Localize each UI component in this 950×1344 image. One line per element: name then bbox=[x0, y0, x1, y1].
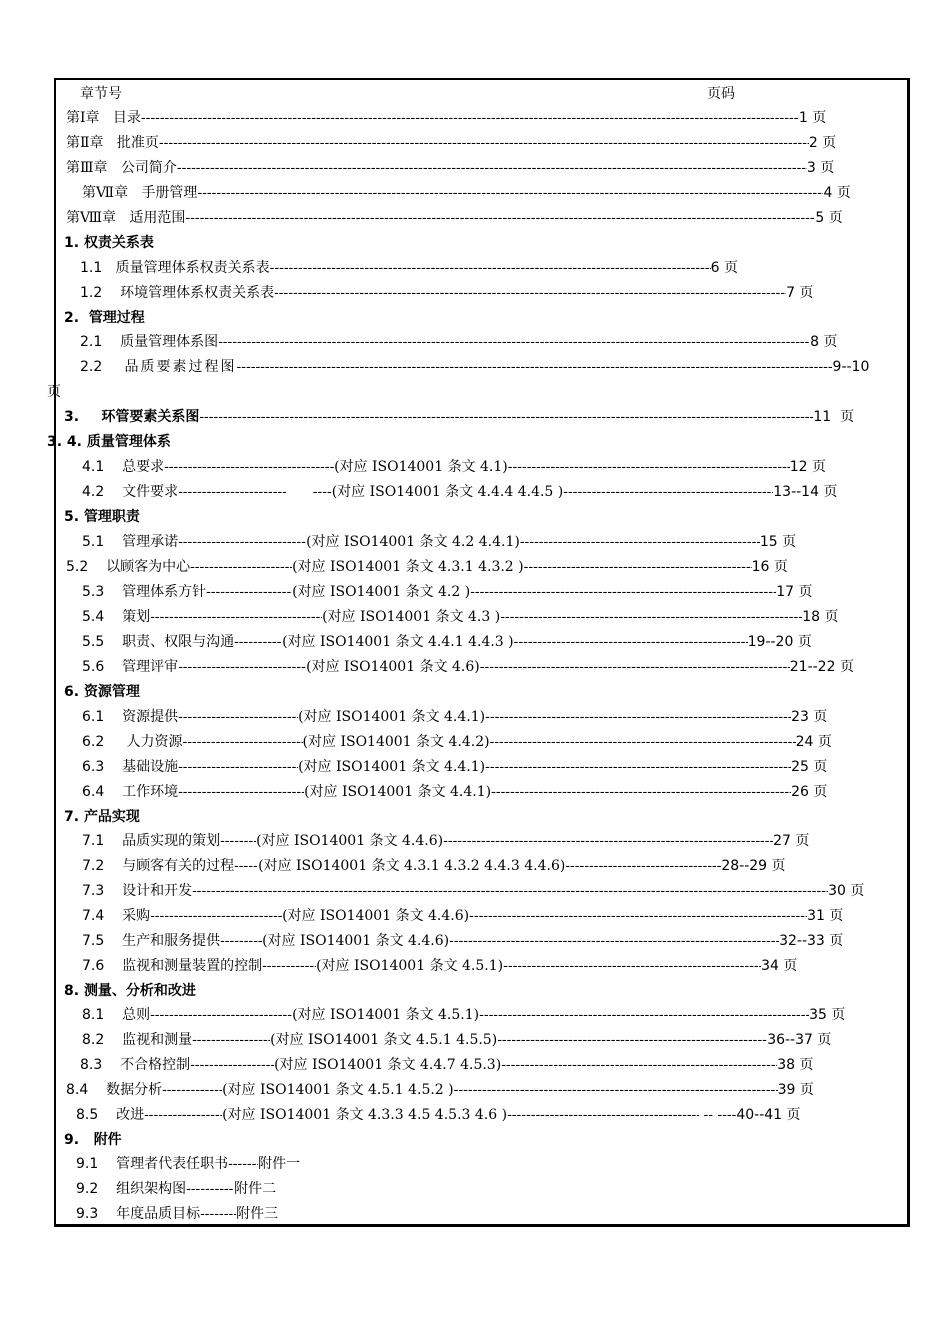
attachment-label: 附件二 bbox=[234, 1181, 277, 1197]
toc-entry-2-1[interactable] bbox=[80, 331, 837, 353]
iso-reference: (对应 ISO14001 条文 4.4.1 4.4.3 ) bbox=[282, 634, 514, 650]
toc-entry-chapter-8[interactable] bbox=[66, 207, 843, 229]
entry-num: 7.3 bbox=[82, 883, 105, 899]
toc-entry-7-6[interactable] bbox=[82, 955, 797, 977]
iso-reference: (对应 ISO14001 条文 4.4.2) bbox=[302, 734, 490, 750]
chapter-title: 目录 bbox=[112, 110, 141, 126]
page-number: 25 bbox=[791, 759, 809, 775]
toc-entry-9-1[interactable] bbox=[76, 1153, 300, 1175]
toc-entry-7-3[interactable] bbox=[82, 880, 864, 902]
toc-entry-7-1[interactable] bbox=[82, 830, 809, 852]
page-unit: 页 bbox=[797, 634, 812, 650]
section-heading-6[interactable] bbox=[64, 681, 140, 703]
page-unit: 页 bbox=[799, 1057, 814, 1073]
page-number: 23 bbox=[791, 709, 809, 725]
page-number: 3 bbox=[806, 160, 816, 176]
entry-title: 数据分析 bbox=[106, 1082, 163, 1098]
page-unit: 页 bbox=[820, 160, 835, 176]
entry-title: 设计和开发 bbox=[122, 883, 193, 899]
page-number: 26 bbox=[791, 784, 809, 800]
chapter-label: 第Ⅱ章 bbox=[66, 135, 104, 151]
page-unit: 页 bbox=[839, 659, 854, 675]
entry-title: 采购 bbox=[122, 908, 151, 924]
toc-entry-5-4[interactable] bbox=[82, 606, 838, 628]
page-number: 28--29 bbox=[721, 858, 768, 874]
toc-entry-7-2[interactable] bbox=[82, 855, 786, 877]
entry-num: 9.1 bbox=[76, 1156, 99, 1172]
section-num: 3. 4. bbox=[47, 434, 82, 450]
entry-num: 6.4 bbox=[82, 784, 105, 800]
entry-title: 品质要素过程图 bbox=[124, 359, 237, 375]
toc-entry-5-5[interactable] bbox=[82, 631, 812, 653]
page-unit: 页 bbox=[782, 534, 797, 550]
page-number: 9--10 bbox=[832, 359, 870, 375]
entry-title: 管理者代表任职书 bbox=[116, 1156, 229, 1172]
page-number: 35 bbox=[809, 1007, 827, 1023]
toc-entry-chapter-3[interactable] bbox=[66, 157, 834, 179]
section-number-header: 章节号 bbox=[80, 86, 122, 102]
entry-title: 监视和测量 bbox=[122, 1032, 193, 1048]
entry-num: 1.1 bbox=[80, 260, 103, 276]
section-heading-9[interactable] bbox=[64, 1129, 122, 1151]
entry-title: 文件要求 bbox=[122, 484, 179, 500]
section-num: 1. bbox=[64, 235, 80, 251]
attachment-label: 附件三 bbox=[236, 1206, 279, 1222]
page-unit: 页 bbox=[822, 135, 837, 151]
page-number: 31 bbox=[807, 908, 825, 924]
toc-entry-5-1[interactable] bbox=[82, 531, 796, 553]
page-unit: 页 bbox=[812, 110, 827, 126]
page-unit: 页 bbox=[840, 409, 855, 425]
page-unit: 页 bbox=[824, 609, 839, 625]
page-unit: 页 bbox=[828, 210, 843, 226]
page-unit: 页 bbox=[813, 784, 828, 800]
page-number: 1 bbox=[798, 110, 808, 126]
toc-entry-1-1[interactable] bbox=[80, 257, 738, 279]
entry-title: 管理承诺 bbox=[122, 534, 179, 550]
section-title: 管理过程 bbox=[88, 310, 145, 326]
entry-num: 4.2 bbox=[82, 484, 105, 500]
page-unit: 页 bbox=[836, 185, 851, 201]
iso-reference: (对应 ISO14001 条文 4.3.3 4.5 4.5.3 4.6 ) bbox=[222, 1107, 508, 1123]
toc-entry-9-2[interactable] bbox=[76, 1178, 276, 1200]
entry-num: 9.3 bbox=[76, 1206, 99, 1222]
entry-title: 与顾客有关的过程 bbox=[122, 858, 235, 874]
entry-num: 5.2 bbox=[66, 559, 89, 575]
page-number-header: 页码 bbox=[707, 86, 735, 102]
iso-reference: (对应 ISO14001 条文 4.5.1 4.5.2 ) bbox=[222, 1082, 454, 1098]
iso-reference: (对应 ISO14001 条文 4.1) bbox=[334, 459, 508, 475]
toc-entry-5-3[interactable] bbox=[82, 581, 812, 603]
section-num: 8. bbox=[64, 983, 80, 999]
section-heading-5[interactable] bbox=[64, 506, 140, 528]
toc-entry-8-5[interactable] bbox=[76, 1104, 801, 1126]
page-number: 24 bbox=[795, 734, 814, 750]
section-num: 7. bbox=[64, 809, 80, 825]
section-title: 产品实现 bbox=[83, 809, 140, 825]
page-number: 16 bbox=[751, 559, 770, 575]
entry-num: 6.1 bbox=[82, 709, 105, 725]
toc-entry-chapter-7[interactable] bbox=[82, 182, 851, 204]
chapter-title: 批准页 bbox=[116, 135, 159, 151]
toc-entry-9-3[interactable] bbox=[76, 1203, 278, 1225]
entry-title: 品质实现的策划 bbox=[122, 833, 221, 849]
entry-num: 8.2 bbox=[82, 1032, 105, 1048]
entry-title: 总要求 bbox=[122, 459, 165, 475]
section-title: 资源管理 bbox=[83, 684, 140, 700]
page-unit: 页 bbox=[773, 559, 788, 575]
section-title: 质量管理体系 bbox=[86, 434, 171, 450]
toc-entry-6-3[interactable] bbox=[82, 756, 827, 778]
iso-reference: (对应 ISO14001 条文 4.4.7 4.5.3) bbox=[274, 1057, 502, 1073]
toc-entry-8-1[interactable] bbox=[82, 1004, 845, 1026]
page-number: 38 bbox=[777, 1057, 796, 1073]
entry-title: 以顾客为中心 bbox=[106, 559, 191, 575]
entry-title: 基础设施 bbox=[122, 759, 179, 775]
page-unit: 页 bbox=[813, 759, 828, 775]
entry-num: 5.4 bbox=[82, 609, 105, 625]
page-number: 4 bbox=[823, 185, 833, 201]
page-number: 21--22 bbox=[789, 659, 836, 675]
entry-num: 5.5 bbox=[82, 634, 105, 650]
entry-title: 管理评审 bbox=[122, 659, 179, 675]
iso-reference: (对应 ISO14001 条文 4.4.1) bbox=[298, 759, 486, 775]
page-unit: 页 bbox=[831, 1007, 846, 1023]
page-unit: 页 bbox=[786, 1107, 801, 1123]
iso-reference: (对应 ISO14001 条文 4.4.6) bbox=[262, 933, 450, 949]
entry-title: 质量管理体系权责关系表 bbox=[115, 260, 270, 276]
page-number: 30 bbox=[828, 883, 846, 899]
page-number: 34 bbox=[761, 958, 779, 974]
section-title: 权责关系表 bbox=[83, 235, 154, 251]
section-num: 9. bbox=[64, 1132, 80, 1148]
toc-entry-6-4[interactable] bbox=[82, 781, 827, 803]
page-number: 7 bbox=[786, 285, 795, 301]
toc-entry-5-6[interactable] bbox=[82, 656, 854, 678]
page-number: 11 bbox=[813, 409, 832, 425]
entry-num: 6.3 bbox=[82, 759, 105, 775]
entry-title: 工作环境 bbox=[122, 784, 179, 800]
iso-reference: (对应 ISO14001 条文 4.2 ) bbox=[292, 584, 471, 600]
toc-entry-6-2[interactable] bbox=[82, 731, 832, 753]
toc-entry-7-4[interactable] bbox=[82, 905, 843, 927]
section-num: 2. bbox=[64, 310, 80, 326]
entry-num: 5.6 bbox=[82, 659, 105, 675]
toc-entry-2-2[interactable] bbox=[80, 356, 869, 378]
entry-num: 7.4 bbox=[82, 908, 105, 924]
iso-reference: (对应 ISO14001 条文 4.3.1 4.3.2 ) bbox=[292, 559, 524, 575]
iso-reference: (对应 ISO14001 条文 4.5.1 4.5.5) bbox=[270, 1032, 498, 1048]
entry-num: 2.2 bbox=[80, 359, 103, 375]
section-num: 5. bbox=[64, 509, 80, 525]
entry-title: 不合格控制 bbox=[120, 1057, 191, 1073]
leader-fragment: -- ---- bbox=[703, 1107, 737, 1123]
iso-reference: (对应 ISO14001 条文 4.4.1) bbox=[298, 709, 486, 725]
entry-title: 人力资源 bbox=[126, 734, 183, 750]
page-unit: 页 bbox=[829, 933, 844, 949]
entry-title: 年度品质目标 bbox=[116, 1206, 201, 1222]
page-unit: 页 bbox=[813, 709, 828, 725]
page-unit: 页 bbox=[812, 459, 827, 475]
entry-title: 策划 bbox=[122, 609, 151, 625]
entry-num: 8.3 bbox=[80, 1057, 103, 1073]
page-number: 27 bbox=[773, 833, 791, 849]
page-unit: 页 bbox=[783, 958, 798, 974]
page-unit: 页 bbox=[724, 260, 738, 276]
section-title: 环管要素关系图 bbox=[101, 409, 200, 425]
page-number: 13--14 bbox=[773, 484, 819, 500]
entry-num: 8.1 bbox=[82, 1007, 105, 1023]
entry-title: 资源提供 bbox=[122, 709, 179, 725]
page-number: 8 bbox=[810, 334, 819, 350]
iso-reference: (对应 ISO14001 条文 4.4.6) bbox=[282, 908, 470, 924]
iso-reference: (对应 ISO14001 条文 4.6) bbox=[306, 659, 480, 675]
entry-title: 管理体系方针 bbox=[122, 584, 207, 600]
toc-entry-7-5[interactable] bbox=[82, 930, 843, 952]
entry-num: 7.6 bbox=[82, 958, 105, 974]
toc-entry-8-4[interactable] bbox=[66, 1079, 814, 1101]
page-unit: 页 bbox=[823, 334, 838, 350]
page-number: 6 bbox=[710, 260, 720, 276]
chapter-title: 公司简介 bbox=[120, 160, 177, 176]
entry-title: 职责、权限与沟通 bbox=[122, 634, 235, 650]
page-number: 18 bbox=[802, 609, 821, 625]
page-number: 39 bbox=[777, 1082, 796, 1098]
page-number: 12 bbox=[789, 459, 808, 475]
iso-reference: (对应 ISO14001 条文 4.5.1) bbox=[292, 1007, 480, 1023]
toc-entry-4-2[interactable] bbox=[82, 481, 837, 503]
section-heading-2[interactable] bbox=[64, 307, 145, 329]
iso-reference: (对应 ISO14001 条文 4.3 ) bbox=[322, 609, 501, 625]
section-heading-1[interactable] bbox=[64, 232, 154, 254]
entry-num: 8.4 bbox=[66, 1082, 89, 1098]
entry-num: 4.1 bbox=[82, 459, 105, 475]
iso-reference: (对应 ISO14001 条文 4.2 4.4.1) bbox=[306, 534, 520, 550]
iso-reference: (对应 ISO14001 条文 4.4.1) bbox=[304, 784, 492, 800]
page-number: 19--20 bbox=[747, 634, 794, 650]
entry-num: 7.1 bbox=[82, 833, 105, 849]
page-unit: 页 bbox=[771, 858, 786, 874]
section-num: 3. bbox=[64, 409, 80, 425]
entry-num: 7.5 bbox=[82, 933, 105, 949]
page-number: 15 bbox=[759, 534, 778, 550]
chapter-title: 手册管理 bbox=[141, 185, 198, 201]
toc-entry-8-3[interactable] bbox=[80, 1054, 813, 1076]
entry-num: 6.2 bbox=[82, 734, 105, 750]
entry-title: 环境管理体系权责关系表 bbox=[120, 285, 275, 301]
iso-reference: (对应 ISO14001 条文 4.3.1 4.3.2 4.4.3 4.4.6) bbox=[258, 858, 566, 874]
section-title: 测量、分析和改进 bbox=[83, 983, 196, 999]
page-unit: 页 bbox=[795, 833, 810, 849]
section-heading-7[interactable] bbox=[64, 806, 140, 828]
attachment-label: 附件一 bbox=[258, 1156, 301, 1172]
chapter-title: 适用范围 bbox=[129, 210, 186, 226]
toc-entry-6-1[interactable] bbox=[82, 706, 827, 728]
toc-entry-chapter-2[interactable] bbox=[66, 132, 836, 154]
entry-title: 生产和服务提供 bbox=[122, 933, 221, 949]
section-title: 附件 bbox=[93, 1132, 122, 1148]
entry-num: 5.1 bbox=[82, 534, 105, 550]
toc-entry-3[interactable] bbox=[64, 406, 854, 428]
toc-entry-4-1[interactable] bbox=[82, 456, 826, 478]
entry-title: 总则 bbox=[122, 1007, 151, 1023]
chapter-label: 第Ⅲ章 bbox=[66, 160, 108, 176]
page-number: 2 bbox=[808, 135, 818, 151]
entry-num: 9.2 bbox=[76, 1181, 99, 1197]
toc-entry-chapter-1[interactable] bbox=[66, 107, 826, 129]
entry-num: 5.3 bbox=[82, 584, 105, 600]
chapter-label: 第Ⅰ章 bbox=[66, 110, 100, 126]
entry-num: 1.2 bbox=[80, 285, 103, 301]
section-heading-4[interactable] bbox=[47, 431, 171, 453]
page-number: 5 bbox=[815, 210, 825, 226]
entry-title: 改进 bbox=[116, 1107, 145, 1123]
section-heading-8[interactable] bbox=[64, 980, 196, 1002]
toc-entry-8-2[interactable] bbox=[82, 1029, 831, 1051]
page-number: 17 bbox=[776, 584, 795, 600]
page-unit: 页 bbox=[823, 484, 838, 500]
iso-reference: ----(对应 ISO14001 条文 4.4.4 4.4.5 ) bbox=[312, 484, 564, 500]
page-unit: 页 bbox=[850, 883, 865, 899]
entry-title: 监视和测量装置的控制 bbox=[122, 958, 263, 974]
iso-reference: (对应 ISO14001 条文 4.5.1) bbox=[316, 958, 504, 974]
page-number: 32--33 bbox=[779, 933, 825, 949]
entry-title: 质量管理体系图 bbox=[120, 334, 219, 350]
page-unit: 页 bbox=[817, 1032, 832, 1048]
entry-num: 2.1 bbox=[80, 334, 103, 350]
chapter-label: 第Ⅶ章 bbox=[82, 185, 129, 201]
page-number: 36--37 bbox=[767, 1032, 813, 1048]
section-num: 6. bbox=[64, 684, 80, 700]
entry-num: 7.2 bbox=[82, 858, 105, 874]
iso-reference: (对应 ISO14001 条文 4.4.6) bbox=[256, 833, 444, 849]
entry-title: 组织架构图 bbox=[116, 1181, 187, 1197]
toc-entry-1-2[interactable] bbox=[80, 282, 813, 304]
entry-num: 8.5 bbox=[76, 1107, 99, 1123]
page-unit-wrapped: 页 bbox=[47, 384, 61, 400]
chapter-label: 第Ⅷ章 bbox=[66, 210, 117, 226]
page-unit: 页 bbox=[799, 1082, 814, 1098]
page-unit: 页 bbox=[799, 285, 814, 301]
page-unit: 页 bbox=[829, 908, 844, 924]
section-title: 管理职责 bbox=[83, 509, 140, 525]
page-unit: 页 bbox=[817, 734, 832, 750]
page-unit: 页 bbox=[798, 584, 813, 600]
page-number: 40--41 bbox=[736, 1107, 783, 1123]
toc-entry-5-2[interactable] bbox=[66, 556, 788, 578]
